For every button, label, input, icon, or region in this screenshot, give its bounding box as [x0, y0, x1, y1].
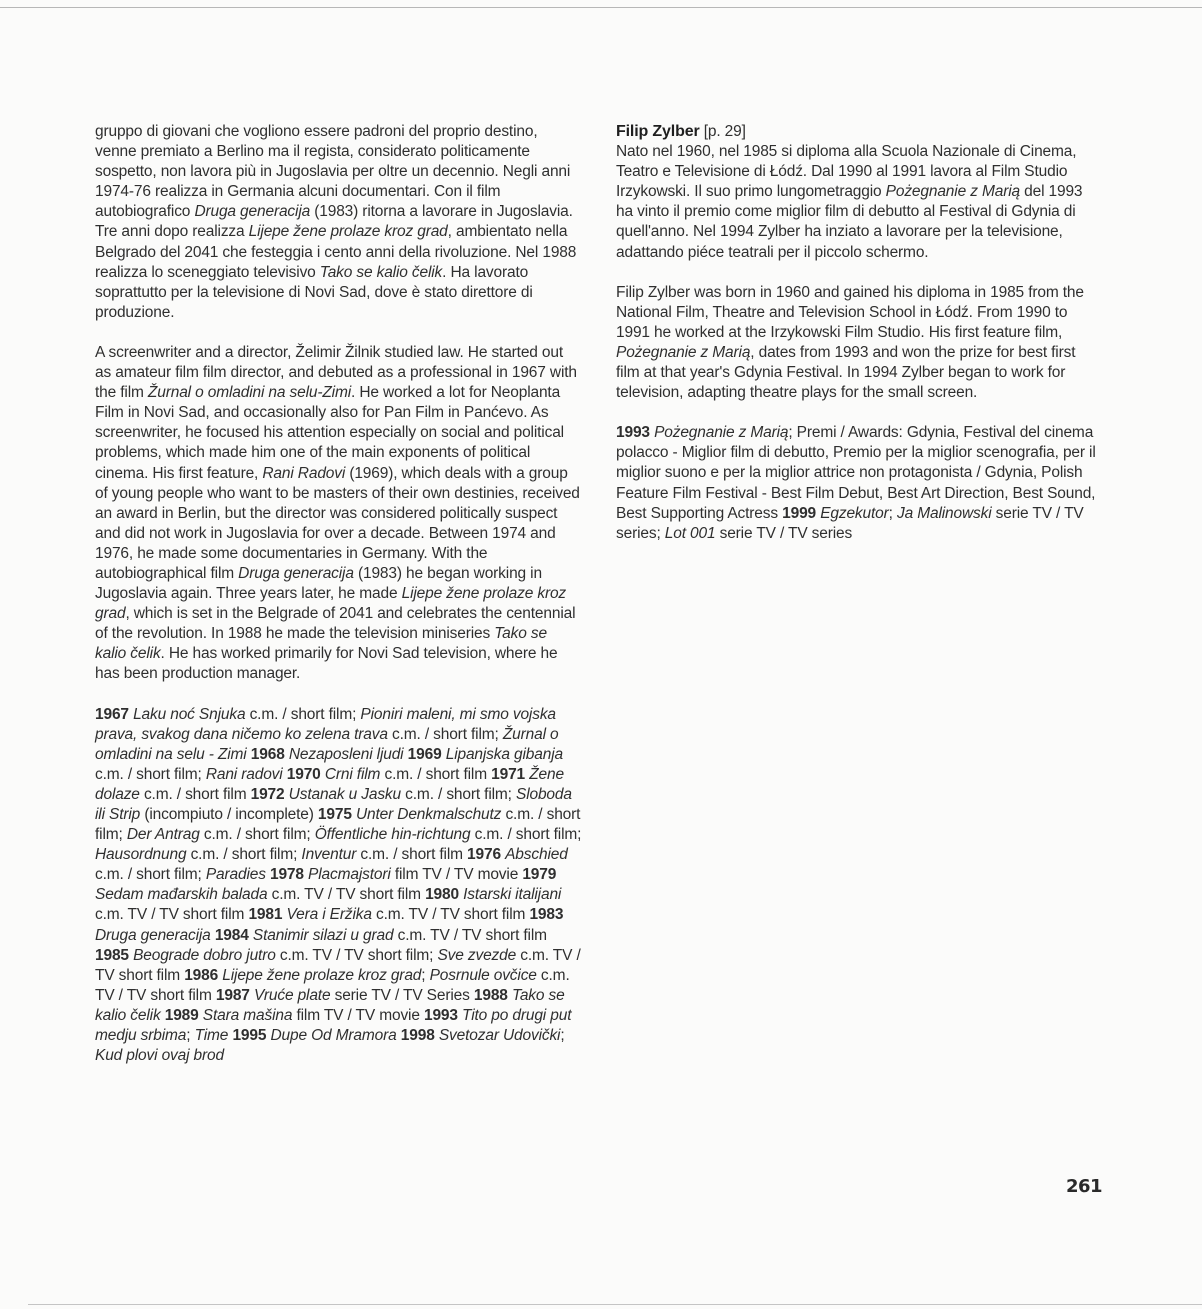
text-run: c.m. TV / TV short film	[267, 886, 426, 904]
year-label: 1972	[250, 785, 285, 803]
zylber-filmography	[616, 423, 1098, 544]
text-run: (1983) ritorna a lavorare in Jugoslavia. Tre anni dopo realizza	[95, 203, 573, 241]
text-run: film TV / TV movie	[292, 1006, 424, 1024]
year-label: 1995	[232, 1027, 267, 1045]
text-run: A screenwriter and a director, Želimir Žilnik studied law. He started out as amateur film film director, and debuted as a professional in 1967 with the film	[95, 343, 577, 402]
text-run: (1983) he began working in Jugoslavia again. Three years later, he made	[95, 564, 542, 603]
year-label: 1985	[95, 946, 129, 964]
italic-title: Vruće plate	[253, 986, 331, 1004]
zylber-bio-english	[616, 283, 1098, 404]
year-label: 1981	[248, 906, 283, 924]
page-number: 261	[1066, 1176, 1103, 1197]
year-label: 1968	[250, 745, 285, 763]
text-run: , which is set in the Belgrade of 2041 and celebrates the centennial of the revolution. In 1988 he made the television miniseries	[95, 605, 576, 643]
italic-title: Lipanjska gibanja	[445, 745, 563, 763]
italic-title: Kud plovi ovaj brod	[95, 1047, 224, 1065]
italic-title: Ustanak u Jasku	[288, 785, 402, 803]
paragraph-gap	[95, 685, 582, 705]
text-run: ;	[888, 504, 897, 522]
text-run: c.m. / short film;	[387, 725, 503, 743]
italic-title: Žene dolaze	[95, 765, 564, 803]
italic-title: Lijepe žene prolaze kroz grad	[95, 585, 567, 623]
italic-title: Egzekutor	[820, 504, 889, 522]
text-run: c.m. / short film;	[95, 866, 206, 884]
italic-title: Hausordnung	[95, 846, 187, 864]
italic-title: Abschied	[505, 846, 568, 864]
year-label: 1998	[400, 1027, 435, 1045]
right-column	[616, 122, 1098, 544]
italic-title: Time	[194, 1027, 229, 1045]
italic-title: Tako se kalio čelik	[95, 625, 547, 663]
text-run: . He has worked primarily for Novi Sad television, where he has been production manager.	[95, 645, 558, 683]
italic-title: Ja Malinowski	[896, 504, 992, 522]
zylber-bio-italian	[616, 142, 1098, 263]
text-run: film TV / TV movie	[390, 866, 523, 884]
italic-title: Dupe Od Mramora	[270, 1027, 397, 1045]
text-run: c.m. / short film;	[245, 705, 361, 723]
italic-title: Rani radovi	[205, 765, 283, 783]
text-run: c.m. / short film	[356, 846, 468, 864]
italic-title: Nezaposleni ljudi	[288, 745, 404, 763]
year-label: 1971	[491, 765, 526, 783]
italic-title: Tito po drugi put medju srbima	[95, 1006, 572, 1045]
italic-title: Tako se kalio čelik	[319, 263, 443, 281]
italic-title: Druga generacija	[238, 564, 354, 582]
year-label: 1978	[269, 866, 304, 884]
text-run: , ambientato nella Belgrado del 2041 che festeggia i cento anni della rivoluzione. Nel 1988 realizza lo sceneggiato televisivo	[95, 223, 577, 281]
text-run: . He worked a lot for Neoplanta Film in Novi Sad, and occasionally also for Pan Film in Panćevo. As screenwriter, he focused his attention especially on social and political problems, which made him one of the main exponents of political cinema. His first feature,	[95, 384, 564, 482]
zilnik-bio-italian	[95, 122, 582, 323]
italic-title: Pożegnanie z Marią	[654, 424, 789, 442]
year-label: 1988	[473, 986, 508, 1004]
text-run: . Ha lavorato soprattutto per la televisione di Novi Sad, dove è stato direttore di produzione.	[95, 263, 533, 321]
text-run: (1969), which deals with a group of young people who want to be masters of their own destinies, received an award in Berlin, but the director was considered politically suspect and did not work in Jugoslavia for over a decade. Between 1974 and 1976, he made some documentaries in Germany. With the autobiographical film	[95, 464, 580, 582]
year-label: 1993	[423, 1006, 458, 1024]
italic-title: Pioniri maleni, mi smo vojska prava, svakog dana ničemo ko zelena trava	[95, 705, 556, 743]
italic-title: Lijepe žene prolaze kroz grad	[248, 223, 448, 241]
italic-title: Lot 001	[664, 524, 716, 542]
year-label: 1980	[425, 886, 459, 904]
zilnik-filmography	[95, 705, 582, 1067]
text-run: c.m. / short film;	[199, 826, 315, 844]
text-run: ;	[186, 1027, 195, 1045]
paragraph-gap	[616, 263, 1098, 283]
top-rule	[0, 7, 1202, 8]
italic-title: Druga generacija	[95, 926, 211, 944]
year-label: 1999	[782, 504, 817, 522]
italic-title: Sloboda ili Strip	[95, 785, 572, 823]
italic-title: Sve zvezde	[437, 946, 517, 964]
paragraph-gap	[616, 403, 1098, 423]
italic-title: Istarski italijani	[463, 886, 562, 904]
italic-title: Sedam mađarskih balada	[95, 886, 268, 904]
text-run: serie TV / TV series;	[616, 504, 1084, 542]
year-label: 1979	[522, 866, 557, 884]
italic-title: Posrnule ovčice	[429, 966, 537, 984]
paragraph-gap	[95, 323, 582, 343]
text-run: c.m. / short film;	[95, 806, 581, 844]
italic-title: Der Antrag	[126, 826, 200, 844]
zilnik-bio-english	[95, 343, 582, 685]
text-run: c.m. / short film;	[186, 846, 302, 864]
text-run: , dates from 1993 and won the prize for best first film at that year's Gdynia Festival. In 1994 Zylber began to work for television, adapting theatre plays for the small screen.	[616, 343, 1076, 402]
year-label: 1970	[286, 765, 321, 783]
year-label: 1986	[184, 966, 219, 984]
italic-title: Pożegnanie z Marią	[616, 343, 751, 361]
italic-title: Svetozar Udovički	[438, 1027, 561, 1045]
text-run: c.m. TV / TV short film;	[275, 946, 438, 964]
text-run: ; Premi / Awards: Gdynia, Festival del cinema polacco - Miglior film di debutto, Premio per la miglior scenografia, per il miglior suono e per la miglior attrice non protagonista / Gdynia, Polish Feature Film Festival - Best Film Debut, Best Art Direction, Best Sound, Best Supporting Actress	[616, 424, 1096, 522]
text-run: del 1993 ha vinto il premio come miglior film di debutto al Festival di Gdynia di quell'anno. Nel 1994 Zylber ha inziato a lavorare per la televisione, adattando piéce teatrali per il piccolo schermo.	[616, 183, 1083, 261]
text-run: c.m. TV / TV short film	[393, 926, 547, 944]
text-run: c.m. / short film;	[470, 826, 582, 844]
text-run: c.m. / short film	[139, 785, 251, 803]
italic-title: Inventur	[301, 846, 357, 864]
italic-title: Crni film	[324, 765, 381, 783]
year-label: 1967	[95, 705, 129, 723]
text-run: c.m. TV / TV short film	[371, 906, 530, 924]
italic-title: Rani Radovi	[262, 464, 346, 482]
text-run: c.m. TV / TV short film	[95, 946, 581, 984]
italic-title: Vera i Eržika	[286, 906, 372, 924]
year-label: 1987	[215, 986, 250, 1004]
text-run: Nato nel 1960, nel 1985 si diploma alla Scuola Nazionale di Cinema, Teatro e Televisione di Łódź. Dal 1990 al 1991 lavora al Film Studio Irzykowski. Il suo primo lungometraggio	[616, 143, 1077, 201]
left-column	[95, 122, 582, 1066]
director-name: Filip Zylber	[616, 123, 700, 140]
italic-title: Tako se kalio čelik	[95, 986, 565, 1024]
year-label: 1975	[317, 806, 352, 823]
year-label: 1983	[529, 906, 564, 924]
italic-title: Beograde dobro jutro	[133, 946, 276, 964]
text-run: c.m. TV / TV short film	[95, 966, 570, 1004]
italic-title: Placmajstori	[308, 866, 391, 884]
italic-title: Pożegnanie z Marią	[885, 183, 1020, 201]
bottom-rule	[28, 1304, 1202, 1305]
year-label: 1993	[616, 424, 650, 442]
year-label: 1969	[407, 745, 442, 763]
text-run: serie TV / TV series	[715, 524, 853, 542]
text-run: Filip Zylber was born in 1960 and gained his diploma in 1985 from the National Film, Theatre and Television School in Łódź. From 1990 to 1991 he worked at the Irzykowski Film Studio. His first feature film,	[616, 283, 1084, 341]
italic-title: Žurnal o omladini na selu-Zimi	[147, 384, 352, 402]
italic-title: Paradies	[205, 866, 266, 884]
text-run: serie TV / TV Series	[330, 986, 474, 1004]
year-label: 1989	[164, 1006, 199, 1024]
italic-title: Druga generacija	[194, 203, 311, 221]
text-run: gruppo di giovani che vogliono essere padroni del proprio destino, venne premiato a Berlino ma il regista, considerato politicamente sospetto, non lavora più in Jugoslavia per oltre un decennio. Negli anni 1974-76 realizza in Germania alcuni documentari. Con il film autobiografico	[95, 123, 571, 221]
zylber-heading	[616, 122, 1098, 142]
text-run: ;	[560, 1027, 565, 1045]
text-run: c.m. TV / TV short film	[95, 906, 249, 924]
page-reference: [p. 29]	[699, 123, 746, 140]
year-label: 1976	[467, 846, 501, 864]
italic-title: Laku noć Snjuka	[133, 705, 246, 723]
italic-title: Unter Denkmalschutz	[355, 806, 502, 823]
italic-title: Lijepe žene prolaze kroz grad	[222, 966, 422, 984]
text-run: c.m. / short film	[380, 765, 492, 783]
italic-title: Öffentliche hin-richtung	[314, 826, 471, 844]
text-run: ;	[421, 966, 430, 984]
italic-title: Stara mašina	[202, 1006, 293, 1024]
text-run: c.m. / short film;	[401, 785, 516, 803]
text-run: c.m. / short film;	[95, 765, 206, 783]
italic-title: Žurnal o omladini na selu - Zimi	[95, 725, 559, 763]
text-run: (incompiuto / incomplete)	[140, 806, 318, 823]
italic-title: Stanimir silazi u grad	[252, 926, 394, 944]
year-label: 1984	[214, 926, 249, 944]
